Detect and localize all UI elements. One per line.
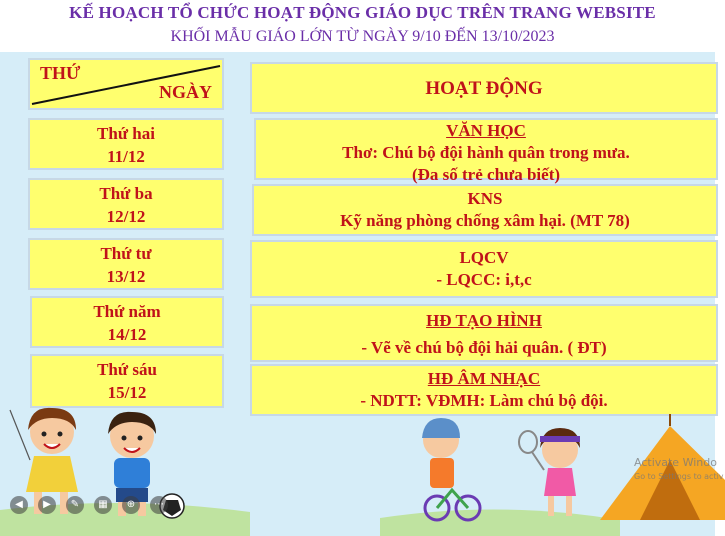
activity-line: Thơ: Chú bộ đội hành quân trong mưa. (342, 143, 630, 162)
watermark-line: Activate Windo (634, 456, 717, 469)
day-name: Thứ tư (100, 244, 152, 263)
previous-slide-icon[interactable]: ◀ (10, 496, 28, 514)
day-cell-4 (30, 296, 224, 348)
activity-cell-1 (254, 118, 718, 184)
activity-heading: KNS (467, 189, 503, 208)
activity-cell-2 (252, 184, 718, 236)
day-cell-3 (28, 238, 224, 290)
cyclist-figure (422, 418, 480, 520)
watermark-line: Go to Settings to activ (634, 472, 724, 481)
header-thu-label: THỨ (40, 63, 81, 83)
activity-cell-3 (250, 240, 718, 298)
day-date: 14/12 (107, 325, 147, 344)
pen-icon[interactable]: ✎ (66, 496, 84, 514)
activity-heading: VĂN HỌC (446, 121, 526, 140)
activity-line: - Vẽ về chú bộ đội hải quân. ( ĐT) (361, 338, 607, 357)
activity-heading: LQCV (459, 248, 509, 267)
header-day-cell (28, 58, 224, 110)
see-all-slides-icon[interactable]: ▦ (94, 496, 112, 514)
activation-watermark (634, 456, 725, 484)
day-cell-1 (28, 118, 224, 170)
activity-line: - NDTT: VĐMH: Làm chú bộ đội. (360, 391, 608, 410)
activity-heading: HĐ TẠO HÌNH (426, 311, 542, 330)
girl-racket-figure (519, 428, 580, 516)
day-date: 12/12 (106, 207, 146, 226)
more-options-icon[interactable]: ⋯ (150, 496, 168, 514)
page-subtitle: KHỐI MẪU GIÁO LỚN TỪ NGÀY 9/10 ĐẾN 13/10/2023 (170, 28, 555, 45)
activity-line: (Đa số trẻ chưa biết) (411, 165, 561, 184)
day-date: 15/12 (107, 383, 147, 402)
next-slide-icon[interactable]: ▶ (38, 496, 56, 514)
zoom-icon[interactable]: ⊕ (122, 496, 140, 514)
activity-cell-4 (250, 304, 718, 362)
day-date: 13/12 (106, 267, 146, 286)
activity-line: - LQCC: i,t,c (436, 270, 532, 289)
day-name: Thứ hai (97, 124, 155, 143)
day-date: 11/12 (107, 147, 145, 166)
day-cell-2 (28, 178, 224, 230)
day-name: Thứ năm (93, 302, 161, 321)
page-title: KẾ HOẠCH TỔ CHỨC HOẠT ĐỘNG GIÁO DỤC TRÊN TRANG WEBSITE (69, 3, 656, 22)
activity-heading: HĐ ÂM NHẠC (427, 369, 541, 388)
header-activity-label: HOẠT ĐỘNG (425, 78, 543, 99)
title-bar (0, 0, 725, 52)
header-ngay-label: NGÀY (159, 82, 212, 102)
slideshow-toolbar (4, 492, 184, 518)
day-name: Thứ ba (99, 184, 153, 203)
activity-line: Kỹ năng phòng chống xâm hại. (MT 78) (340, 211, 630, 230)
header-activity-cell (250, 62, 718, 114)
day-name: Thứ sáu (97, 360, 157, 379)
